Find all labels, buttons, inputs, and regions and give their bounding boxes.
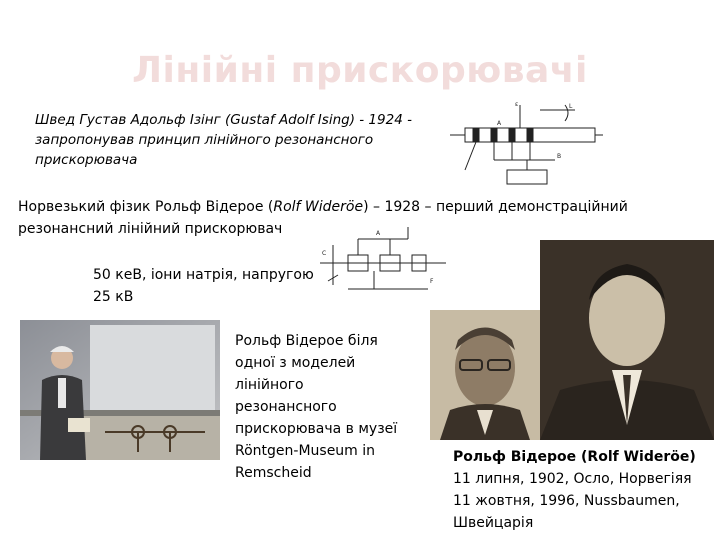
- wideroe-portrait-old: [430, 310, 540, 440]
- ising-diagram: [445, 100, 605, 192]
- wideroe-portrait-young: [540, 240, 714, 440]
- ising-text: [35, 110, 435, 170]
- bio-born: 11 липня, 1902, Осло, Норвегіяя: [453, 471, 692, 487]
- wideroe-intro-part1: Норвезький фізик Рольф Відерое (: [18, 199, 274, 215]
- svg-text:A: A: [497, 120, 502, 127]
- sodium-ions-line1: 50 кеВ, іони натрія, напругою: [93, 267, 314, 283]
- ising-name-latin: Gustaf Adolf Ising: [230, 112, 350, 128]
- bio-died: 11 жовтня, 1996, Nussbaumen, Швейцарія: [453, 493, 680, 531]
- svg-text:A: A: [376, 230, 381, 237]
- ising-text-date: ) - 1924: [349, 112, 403, 128]
- wideroe-museum-photo: [20, 320, 220, 460]
- ising-text-line1: Швед Густав Адольф Ізінг (: [35, 112, 231, 128]
- wideroe-intro-part2: ) – 1928 – перший демонстраційний резонансний лінійний прискорювач: [18, 199, 628, 237]
- bio-name: Рольф Відерое (Rolf Wideröe): [453, 449, 696, 465]
- sodium-ions-line2: 25 кВ: [93, 289, 134, 305]
- svg-text:ε: ε: [515, 101, 519, 108]
- svg-text:F: F: [430, 278, 434, 285]
- museum-caption: Рольф Відерое біля одної з моделей лінійного резонансного прискорювача в музеї Röntgen-Museum in Remscheid: [235, 333, 398, 481]
- ising-text-line2: - запропонував принцип лінійного резонансного прискорювача: [35, 112, 412, 168]
- bio-caption: [453, 446, 713, 534]
- wideroe-diagram: [318, 225, 448, 295]
- svg-text:C: C: [322, 250, 327, 257]
- sodium-ions-text: [93, 264, 333, 308]
- wideroe-name-latin: Rolf Wideröe: [273, 199, 364, 215]
- slide-title: Лінійні прискорювачі: [132, 50, 588, 91]
- svg-text:B: B: [557, 153, 562, 160]
- svg-text:L: L: [569, 103, 573, 110]
